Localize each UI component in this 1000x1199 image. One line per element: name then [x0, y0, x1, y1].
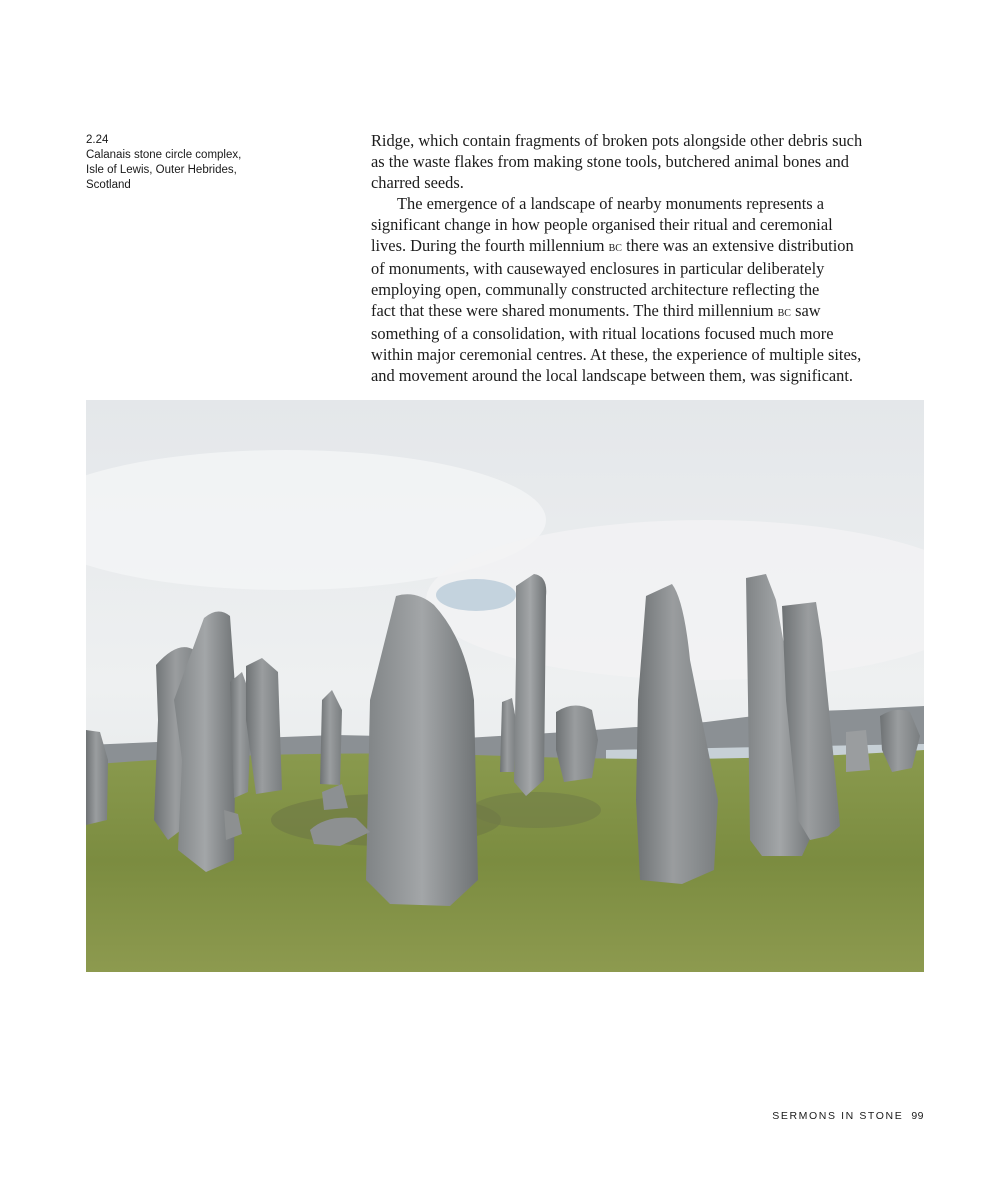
stone-cairn	[471, 792, 601, 828]
figure-number: 2.24	[86, 134, 109, 146]
body-text	[371, 130, 931, 386]
running-head: SERMONS IN STONE	[772, 1110, 904, 1122]
text-line: significant change in how people organised their ritual and ceremonial	[371, 215, 833, 234]
text-line: charred seeds.	[371, 173, 464, 192]
text-segment: saw	[790, 301, 821, 320]
text-line: within major ceremonial centres. At these, the experience of multiple sites,	[371, 345, 862, 364]
stone-circle-photo	[86, 400, 924, 972]
era-abbreviation: bc	[608, 240, 622, 255]
era-abbreviation: bc	[777, 305, 791, 320]
text-line: employing open, communally constructed architecture reflecting the	[371, 280, 820, 299]
standing-stone	[846, 730, 870, 772]
caption-line: Isle of Lewis, Outer Hebrides,	[86, 164, 237, 176]
text-line: something of a consolidation, with ritual locations focused much more	[371, 324, 834, 343]
caption-line: Calanais stone circle complex,	[86, 149, 242, 161]
standing-stone	[514, 574, 546, 796]
text-line: and movement around the local landscape between them, was significant.	[371, 366, 853, 385]
text-line: The emergence of a landscape of nearby monuments represents a	[397, 194, 825, 213]
text-segment: lives. During the fourth millennium	[371, 236, 609, 255]
text-line: Ridge, which contain fragments of broken pots alongside other debris such	[371, 131, 863, 150]
text-line: of monuments, with causewayed enclosures in particular deliberately	[371, 259, 825, 278]
standing-stone	[320, 690, 342, 785]
caption-line: Scotland	[86, 179, 131, 191]
text-line	[371, 300, 931, 323]
blue-sky-patch	[436, 579, 516, 611]
standing-stone	[556, 705, 598, 782]
text-line	[371, 235, 931, 258]
text-segment: there was an extensive distribution	[621, 236, 854, 255]
page-footer	[772, 1110, 924, 1122]
figure-caption	[86, 133, 266, 193]
standing-stone	[500, 698, 516, 772]
text-segment: fact that these were shared monuments. The third millennium	[371, 301, 778, 320]
page-number: 99	[911, 1110, 924, 1122]
stone-circle-illustration	[86, 400, 924, 972]
text-line: as the waste flakes from making stone tools, butchered animal bones and	[371, 152, 849, 171]
